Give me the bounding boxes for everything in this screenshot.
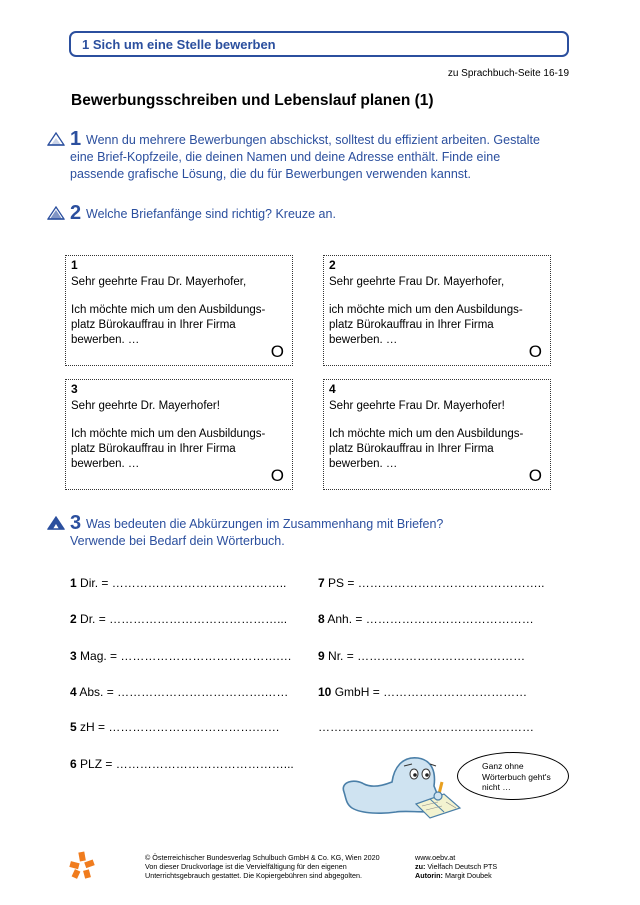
card-line: Ich möchte mich um den Ausbildungs- — [71, 428, 266, 440]
card-line: Ich möchte mich um den Ausbildungs- — [71, 304, 266, 316]
page-title: Bewerbungsschreiben und Lebenslauf planen (1) — [71, 92, 434, 109]
abbreviation-item[interactable]: 10 GmbH = ……………………………… — [318, 685, 528, 699]
card-line: bewerben. … — [329, 458, 398, 470]
chapter-title: 1 Sich um eine Stelle bewerben — [82, 37, 276, 52]
abbreviation-item[interactable]: 6 PLZ = ……………………………………... — [70, 757, 294, 771]
card-greeting: Sehr geehrte Frau Dr. Mayerhofer, — [71, 276, 247, 288]
task-3-line-1: Was bedeuten die Abkürzungen im Zusammenhang mit Briefen? — [86, 517, 444, 531]
task-3-line-2: Verwende bei Bedarf dein Wörterbuch. — [70, 534, 285, 548]
checkbox-circle[interactable]: O — [528, 342, 542, 361]
letter-opening-card-1 — [65, 255, 293, 366]
checkbox-circle[interactable]: O — [270, 466, 284, 485]
task-2-number: 2 — [70, 202, 82, 224]
abbreviation-item[interactable]: 3 Mag. = ………………………………….… — [70, 649, 292, 663]
footer-publisher-info: www.oebv.at zu: Vielfach Deutsch PTS Autorin: Margit Doubek — [415, 853, 498, 880]
abbreviation-item[interactable]: 2 Dr. = ……………………………………... — [70, 612, 288, 626]
card-greeting: Sehr geehrte Frau Dr. Mayerhofer, — [329, 276, 505, 288]
speech-bubble — [457, 752, 569, 800]
checkbox-circle[interactable]: O — [528, 466, 542, 485]
difficulty-mountain-icon — [47, 132, 65, 146]
abbreviation-item[interactable]: 1 Dir. = …………………………………….. — [70, 576, 287, 590]
speech-bubble-text: Ganz ohne Wörterbuch geht's nicht … — [482, 761, 551, 792]
letter-opening-card-3 — [65, 379, 293, 490]
card-line: Ich möchte mich um den Ausbildungs- — [329, 428, 524, 440]
footer-copyright: © Österreichischer Bundesverlag Schulbuch GmbH & Co. KG, Wien 2020 Von dieser Druckvorlage ist die Vervielfältigung für den eigenen Unterrichtsgebrauch gestattet. Die Kopiergebühren sind abgegolten. — [145, 853, 380, 880]
letter-opening-card-2 — [323, 255, 551, 366]
abbreviation-item[interactable]: 8 Anh. = …………………………………… — [318, 612, 534, 626]
abbreviation-item[interactable]: 5 zH = ……………………………….…… — [70, 720, 280, 734]
card-line: platz Bürokauffrau in Ihrer Firma — [329, 443, 494, 455]
abbreviation-extra-line[interactable]: ……………………………………………… — [318, 720, 534, 734]
checkbox-circle[interactable]: O — [270, 342, 284, 361]
task-1-line-2: eine Brief-Kopfzeile, die deinen Namen und deine Adresse enthält. Finde eine — [70, 150, 501, 164]
card-number: 2 — [329, 258, 336, 272]
card-number: 3 — [71, 382, 78, 396]
abbreviation-item[interactable]: 9 Nr. = …………………………………… — [318, 649, 526, 663]
abbreviation-item[interactable]: 7 PS = ……………………………………….. — [318, 576, 545, 590]
ghost-reading-book-illustration — [338, 752, 466, 824]
difficulty-mountain-icon — [47, 516, 65, 530]
card-line: bewerben. … — [329, 334, 398, 346]
footer-url[interactable]: www.oebv.at — [415, 853, 456, 862]
abbreviation-item[interactable]: 4 Abs. = ……………………………….…… — [70, 685, 289, 699]
task-1-number: 1 — [70, 128, 82, 150]
card-line: bewerben. … — [71, 334, 140, 346]
difficulty-mountain-icon — [47, 206, 65, 220]
task-3-number: 3 — [70, 512, 82, 534]
publisher-logo-icon — [68, 850, 96, 880]
card-line: bewerben. … — [71, 458, 140, 470]
card-greeting: Sehr geehrte Frau Dr. Mayerhofer! — [329, 400, 505, 412]
card-line: platz Bürokauffrau in Ihrer Firma — [329, 319, 494, 331]
card-number: 1 — [71, 258, 78, 272]
page-reference: zu Sprachbuch-Seite 16-19 — [447, 68, 569, 79]
task-1-line-3: passende grafische Lösung, die du für Bewerbungen verwenden kannst. — [70, 167, 471, 181]
card-line: ich möchte mich um den Ausbildungs- — [329, 304, 523, 316]
task-2-instruction: Welche Briefanfänge sind richtig? Kreuze an. — [86, 207, 336, 221]
card-line: platz Bürokauffrau in Ihrer Firma — [71, 443, 236, 455]
card-line: platz Bürokauffrau in Ihrer Firma — [71, 319, 236, 331]
card-number: 4 — [329, 382, 336, 396]
letter-opening-card-4 — [323, 379, 551, 490]
card-greeting: Sehr geehrte Dr. Mayerhofer! — [71, 400, 220, 412]
task-1-line-1: Wenn du mehrere Bewerbungen abschickst, solltest du effizient arbeiten. Gestalte — [86, 133, 540, 147]
